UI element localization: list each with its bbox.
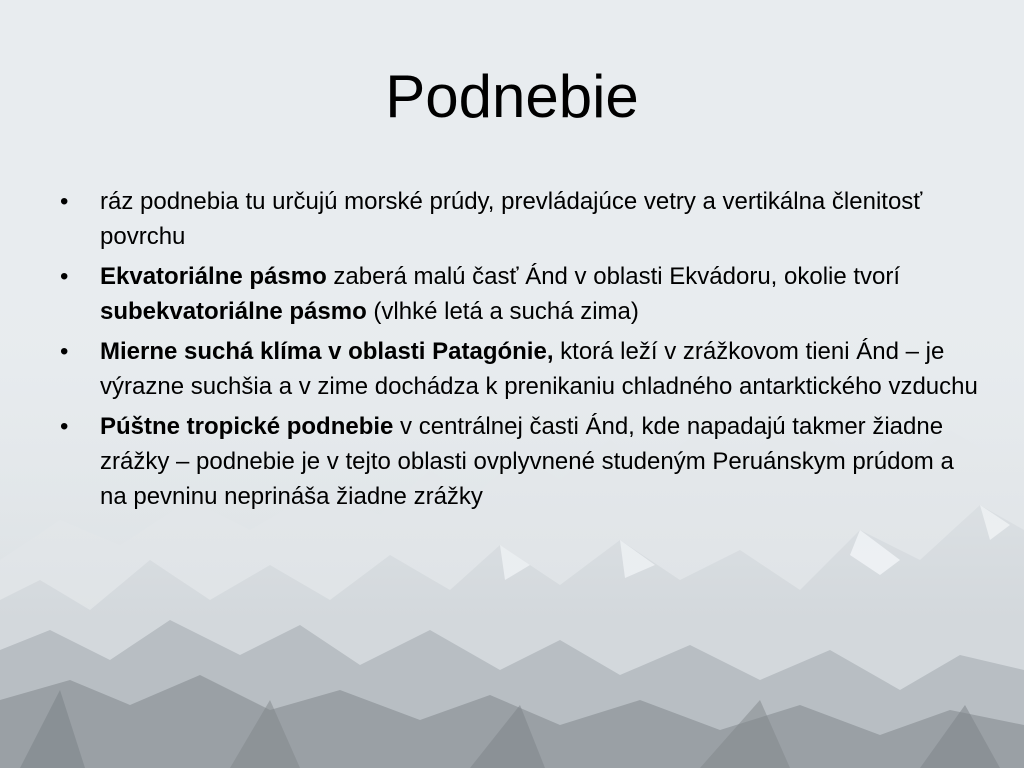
bullet-bold-term: subekvatoriálne pásmo <box>100 298 367 325</box>
bullet-text: zaberá malú časť Ánd v oblasti Ekvádoru, okolie tvorí <box>326 263 901 290</box>
bullet-dot: • <box>60 338 69 365</box>
bullet-dot: • <box>60 188 69 215</box>
bullet-list <box>58 184 978 519</box>
bullet-item <box>58 259 978 329</box>
bullet-dot: • <box>60 263 69 290</box>
bullet-text: v centrálnej časti Ánd, kde napadajú takmer žiadne zrážky – podnebie je v tejto oblasti ovplyvnené studeným Peruánskym prúdom a na pevninu neprináša žiadne zrážky <box>100 413 954 510</box>
slide-title: Podnebie <box>385 63 639 130</box>
bullet-item <box>58 184 978 254</box>
bullet-bold-term: Púštne tropické podnebie <box>100 413 394 440</box>
bullet-bold-term: Mierne suchá klíma v oblasti Patagónie, <box>100 338 554 365</box>
bullet-item <box>58 334 978 404</box>
bullet-text: (vlhké letá a suchá zima) <box>366 298 639 325</box>
bullet-item <box>58 409 978 514</box>
bullet-dot: • <box>60 413 69 440</box>
bullet-bold-term: Ekvatoriálne pásmo <box>100 263 327 290</box>
bullet-text: ráz podnebia tu určujú morské prúdy, prevládajúce vetry a vertikálna členitosť povrchu <box>100 188 923 250</box>
bullet-text: ktorá leží v zrážkovom tieni Ánd – je výrazne suchšia a v zime dochádza k prenikaniu chladného antarktického vzduchu <box>100 338 978 400</box>
